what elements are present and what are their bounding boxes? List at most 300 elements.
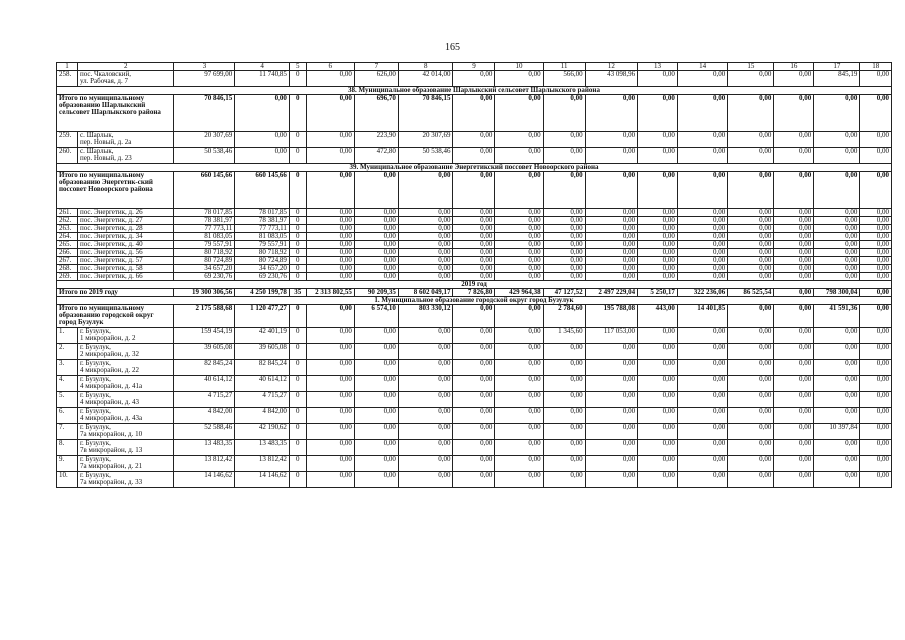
value-cell-col-7: 6 574,10: [354, 305, 398, 328]
value-cell-col-3: 78 017,85: [174, 209, 235, 217]
column-header-15: 15: [728, 63, 774, 71]
value-cell-col-18: 0,00: [860, 132, 892, 148]
value-cell-col-15: 0,00: [728, 132, 774, 148]
table-row: [57, 241, 892, 249]
value-cell-col-7: 0,00: [354, 265, 398, 273]
value-cell-col-11: 2 784,60: [543, 305, 585, 328]
value-cell-col-14: 0,00: [677, 95, 727, 132]
row-index: 258.: [57, 71, 78, 87]
value-cell-col-16: 0,00: [774, 257, 814, 265]
value-cell-col-6: 0,00: [306, 217, 354, 225]
value-cell-col-7: 0,00: [354, 360, 398, 376]
section-header-row: [57, 87, 892, 95]
value-cell-col-4: 4 250 199,78: [235, 289, 290, 297]
value-cell-col-9: 0,00: [453, 472, 495, 488]
table-row: [57, 273, 892, 281]
value-cell-col-16: 0,00: [774, 360, 814, 376]
address-cell: пос. Энергетик, д. 56: [77, 249, 174, 257]
column-number-header: [57, 63, 892, 71]
value-cell-col-6: 0,00: [306, 273, 354, 281]
column-header-18: 18: [860, 63, 892, 71]
value-cell-col-16: 0,00: [774, 217, 814, 225]
value-cell-col-10: 0,00: [495, 209, 543, 217]
value-cell-col-4: 79 557,91: [235, 241, 290, 249]
value-cell-col-4: 80 724,89: [235, 257, 290, 265]
table-row: [57, 440, 892, 456]
address-cell: г. Бузулук, 2 микрорайон, д. 32: [77, 344, 174, 360]
value-cell-col-3: 13 483,35: [174, 440, 235, 456]
value-cell-col-4: 660 145,66: [235, 172, 290, 209]
value-cell-col-5: 0: [289, 360, 306, 376]
value-cell-col-13: 0,00: [638, 249, 678, 257]
value-cell-col-14: 0,00: [677, 273, 727, 281]
value-cell-col-10: 0,00: [495, 249, 543, 257]
value-cell-col-10: 0,00: [495, 440, 543, 456]
value-cell-col-5: 0: [289, 344, 306, 360]
value-cell-col-12: 0,00: [585, 172, 637, 209]
value-cell-col-16: 0,00: [774, 392, 814, 408]
value-cell-col-17: 41 591,36: [814, 305, 860, 328]
table-row: [57, 209, 892, 217]
value-cell-col-15: 0,00: [728, 440, 774, 456]
value-cell-col-16: 0,00: [774, 249, 814, 257]
value-cell-col-7: 0,00: [354, 440, 398, 456]
value-cell-col-12: 0,00: [585, 241, 637, 249]
value-cell-col-18: 0,00: [860, 241, 892, 249]
value-cell-col-12: 0,00: [585, 265, 637, 273]
page-number: 165: [445, 42, 460, 53]
value-cell-col-5: 0: [289, 472, 306, 488]
table-row: [57, 233, 892, 241]
value-cell-col-11: 0,00: [543, 225, 585, 233]
value-cell-col-17: 845,19: [814, 71, 860, 87]
value-cell-col-17: 0,00: [814, 148, 860, 164]
value-cell-col-11: 566,00: [543, 71, 585, 87]
value-cell-col-15: 0,00: [728, 408, 774, 424]
value-cell-col-5: 0: [289, 209, 306, 217]
value-cell-col-7: 0,00: [354, 376, 398, 392]
value-cell-col-7: 472,80: [354, 148, 398, 164]
value-cell-col-18: 0,00: [860, 95, 892, 132]
value-cell-col-12: 0,00: [585, 273, 637, 281]
value-cell-col-18: 0,00: [860, 257, 892, 265]
value-cell-col-16: 0,00: [774, 273, 814, 281]
address-cell: пос. Энергетик, д. 26: [77, 209, 174, 217]
value-cell-col-10: 0,00: [495, 132, 543, 148]
row-index: 269.: [57, 273, 78, 281]
value-cell-col-12: 2 497 229,04: [585, 289, 637, 297]
value-cell-col-4: 69 230,76: [235, 273, 290, 281]
value-cell-col-12: 0,00: [585, 360, 637, 376]
value-cell-col-9: 0,00: [453, 241, 495, 249]
value-cell-col-6: 0,00: [306, 408, 354, 424]
value-cell-col-4: 1 120 477,27: [235, 305, 290, 328]
value-cell-col-16: 0,00: [774, 472, 814, 488]
value-cell-col-13: 0,00: [638, 225, 678, 233]
value-cell-col-3: 79 557,91: [174, 241, 235, 249]
value-cell-col-4: 81 083,05: [235, 233, 290, 241]
address-cell: пос. Энергетик, д. 58: [77, 265, 174, 273]
value-cell-col-4: 78 017,85: [235, 209, 290, 217]
value-cell-col-14: 0,00: [677, 392, 727, 408]
value-cell-col-13: 0,00: [638, 148, 678, 164]
value-cell-col-13: 0,00: [638, 472, 678, 488]
value-cell-col-4: 11 740,85: [235, 71, 290, 87]
value-cell-col-5: 0: [289, 241, 306, 249]
value-cell-col-8: 0,00: [398, 241, 453, 249]
value-cell-col-18: 0,00: [860, 172, 892, 209]
subtotal-row: [57, 305, 892, 328]
value-cell-col-10: 0,00: [495, 225, 543, 233]
value-cell-col-15: 0,00: [728, 360, 774, 376]
value-cell-col-15: 0,00: [728, 233, 774, 241]
value-cell-col-7: 626,00: [354, 71, 398, 87]
column-header-13: 13: [638, 63, 678, 71]
value-cell-col-12: 0,00: [585, 440, 637, 456]
value-cell-col-15: 0,00: [728, 273, 774, 281]
column-header-1: 1: [57, 63, 78, 71]
value-cell-col-5: 0: [289, 456, 306, 472]
value-cell-col-3: 159 454,19: [174, 328, 235, 344]
row-index: 266.: [57, 249, 78, 257]
value-cell-col-17: 0,00: [814, 328, 860, 344]
value-cell-col-5: 0: [289, 132, 306, 148]
value-cell-col-10: 0,00: [495, 344, 543, 360]
value-cell-col-11: 0,00: [543, 132, 585, 148]
value-cell-col-17: 0,00: [814, 249, 860, 257]
subtotal-row: [57, 172, 892, 209]
value-cell-col-13: 0,00: [638, 172, 678, 209]
value-cell-col-16: 0,00: [774, 148, 814, 164]
column-header-9: 9: [453, 63, 495, 71]
section-header-row: [57, 281, 892, 289]
column-header-2: 2: [77, 63, 174, 71]
value-cell-col-5: 0: [289, 217, 306, 225]
value-cell-col-11: 0,00: [543, 265, 585, 273]
value-cell-col-18: 0,00: [860, 249, 892, 257]
row-index: 262.: [57, 217, 78, 225]
row-index: 260.: [57, 148, 78, 164]
value-cell-col-14: 0,00: [677, 148, 727, 164]
value-cell-col-6: 0,00: [306, 95, 354, 132]
address-cell: г. Бузулук, 7а микрорайон, д. 10: [77, 424, 174, 440]
value-cell-col-5: 0: [289, 305, 306, 328]
value-cell-col-7: 0,00: [354, 344, 398, 360]
value-cell-col-5: 0: [289, 148, 306, 164]
value-cell-col-11: 0,00: [543, 148, 585, 164]
value-cell-col-15: 0,00: [728, 148, 774, 164]
value-cell-col-4: 82 845,24: [235, 360, 290, 376]
value-cell-col-11: 0,00: [543, 456, 585, 472]
value-cell-col-18: 0,00: [860, 265, 892, 273]
value-cell-col-14: 0,00: [677, 440, 727, 456]
table-row: [57, 408, 892, 424]
row-index: 3.: [57, 360, 78, 376]
value-cell-col-4: 78 381,97: [235, 217, 290, 225]
address-cell: пос. Энергетик, д. 57: [77, 257, 174, 265]
column-header-12: 12: [585, 63, 637, 71]
value-cell-col-18: 0,00: [860, 289, 892, 297]
value-cell-col-3: 14 146,62: [174, 472, 235, 488]
value-cell-col-9: 0,00: [453, 225, 495, 233]
value-cell-col-8: 0,00: [398, 472, 453, 488]
value-cell-col-16: 0,00: [774, 132, 814, 148]
value-cell-col-9: 0,00: [453, 424, 495, 440]
value-cell-col-4: 4 715,27: [235, 392, 290, 408]
value-cell-col-18: 0,00: [860, 209, 892, 217]
value-cell-col-16: 0,00: [774, 241, 814, 249]
value-cell-col-18: 0,00: [860, 360, 892, 376]
value-cell-col-8: 0,00: [398, 172, 453, 209]
value-cell-col-14: 0,00: [677, 344, 727, 360]
value-cell-col-16: 0,00: [774, 289, 814, 297]
value-cell-col-9: 0,00: [453, 95, 495, 132]
address-cell: г. Бузулук, 4 микрорайон, д. 22: [77, 360, 174, 376]
value-cell-col-8: 0,00: [398, 392, 453, 408]
value-cell-col-11: 0,00: [543, 424, 585, 440]
value-cell-col-10: 0,00: [495, 424, 543, 440]
value-cell-col-11: 0,00: [543, 95, 585, 132]
value-cell-col-6: 0,00: [306, 360, 354, 376]
address-cell: пос. Энергетик, д. 28: [77, 225, 174, 233]
value-cell-col-15: 0,00: [728, 241, 774, 249]
value-cell-col-6: 0,00: [306, 472, 354, 488]
value-cell-col-7: 0,00: [354, 424, 398, 440]
value-cell-col-3: 80 724,89: [174, 257, 235, 265]
value-cell-col-8: 0,00: [398, 225, 453, 233]
value-cell-col-7: 0,00: [354, 217, 398, 225]
value-cell-col-18: 0,00: [860, 273, 892, 281]
value-cell-col-5: 0: [289, 408, 306, 424]
address-cell: г. Бузулук, 4 микрорайон, д. 43а: [77, 408, 174, 424]
value-cell-col-14: 0,00: [677, 217, 727, 225]
value-cell-col-17: 0,00: [814, 360, 860, 376]
value-cell-col-12: 0,00: [585, 132, 637, 148]
table-row: [57, 360, 892, 376]
value-cell-col-7: 0,00: [354, 328, 398, 344]
table-row: [57, 472, 892, 488]
value-cell-col-17: 0,00: [814, 472, 860, 488]
value-cell-col-14: 0,00: [677, 472, 727, 488]
value-cell-col-8: 8 602 049,17: [398, 289, 453, 297]
address-cell: г. Бузулук, 4 микрорайон, д. 41а: [77, 376, 174, 392]
value-cell-col-8: 50 538,46: [398, 148, 453, 164]
address-cell: с. Шарлык, пер. Новый, д. 23: [77, 148, 174, 164]
value-cell-col-14: 0,00: [677, 241, 727, 249]
value-cell-col-13: 0,00: [638, 456, 678, 472]
value-cell-col-10: 0,00: [495, 148, 543, 164]
value-cell-col-11: 0,00: [543, 392, 585, 408]
value-cell-col-15: 0,00: [728, 209, 774, 217]
value-cell-col-6: 0,00: [306, 132, 354, 148]
value-cell-col-6: 0,00: [306, 440, 354, 456]
value-cell-col-3: 69 230,76: [174, 273, 235, 281]
value-cell-col-13: 0,00: [638, 273, 678, 281]
value-cell-col-9: 0,00: [453, 233, 495, 241]
value-cell-col-16: 0,00: [774, 456, 814, 472]
subtotal-label: Итого по 2019 году: [57, 289, 174, 297]
value-cell-col-18: 0,00: [860, 424, 892, 440]
value-cell-col-15: 86 525,54: [728, 289, 774, 297]
value-cell-col-6: 0,00: [306, 328, 354, 344]
value-cell-col-9: 0,00: [453, 344, 495, 360]
value-cell-col-3: 70 846,15: [174, 95, 235, 132]
value-cell-col-8: 0,00: [398, 273, 453, 281]
column-header-3: 3: [174, 63, 235, 71]
value-cell-col-18: 0,00: [860, 440, 892, 456]
row-index: 1.: [57, 328, 78, 344]
section-title: 39. Муниципальное образование Энергетикский поссовет Новоорского района: [57, 164, 892, 172]
value-cell-col-4: 42 190,62: [235, 424, 290, 440]
value-cell-col-7: 0,00: [354, 472, 398, 488]
value-cell-col-7: 0,00: [354, 241, 398, 249]
value-cell-col-6: 0,00: [306, 376, 354, 392]
value-cell-col-13: 0,00: [638, 440, 678, 456]
column-header-10: 10: [495, 63, 543, 71]
value-cell-col-13: 0,00: [638, 328, 678, 344]
value-cell-col-3: 19 300 306,56: [174, 289, 235, 297]
value-cell-col-15: 0,00: [728, 225, 774, 233]
value-cell-col-12: 0,00: [585, 392, 637, 408]
value-cell-col-4: 39 605,08: [235, 344, 290, 360]
value-cell-col-16: 0,00: [774, 95, 814, 132]
value-cell-col-7: 0,00: [354, 225, 398, 233]
value-cell-col-11: 0,00: [543, 440, 585, 456]
row-index: 8.: [57, 440, 78, 456]
value-cell-col-7: 90 209,35: [354, 289, 398, 297]
value-cell-col-10: 0,00: [495, 71, 543, 87]
value-cell-col-10: 0,00: [495, 95, 543, 132]
value-cell-col-6: 0,00: [306, 71, 354, 87]
value-cell-col-10: 0,00: [495, 217, 543, 225]
row-index: 7.: [57, 424, 78, 440]
value-cell-col-18: 0,00: [860, 456, 892, 472]
value-cell-col-10: 0,00: [495, 273, 543, 281]
value-cell-col-18: 0,00: [860, 71, 892, 87]
value-cell-col-9: 0,00: [453, 265, 495, 273]
value-cell-col-15: 0,00: [728, 217, 774, 225]
value-cell-col-13: 0,00: [638, 95, 678, 132]
subtotal-row: [57, 95, 892, 132]
value-cell-col-10: 0,00: [495, 172, 543, 209]
value-cell-col-13: 0,00: [638, 344, 678, 360]
value-cell-col-14: 0,00: [677, 249, 727, 257]
value-cell-col-12: 0,00: [585, 472, 637, 488]
table-row: [57, 328, 892, 344]
row-index: 263.: [57, 225, 78, 233]
report-table: [56, 62, 892, 488]
table-row: [57, 424, 892, 440]
value-cell-col-13: 0,00: [638, 241, 678, 249]
value-cell-col-4: 42 401,19: [235, 328, 290, 344]
value-cell-col-7: 696,70: [354, 95, 398, 132]
value-cell-col-17: 0,00: [814, 217, 860, 225]
value-cell-col-14: 0,00: [677, 456, 727, 472]
value-cell-col-15: 0,00: [728, 305, 774, 328]
value-cell-col-11: 0,00: [543, 241, 585, 249]
value-cell-col-3: 34 657,20: [174, 265, 235, 273]
value-cell-col-12: 0,00: [585, 408, 637, 424]
value-cell-col-18: 0,00: [860, 305, 892, 328]
value-cell-col-15: 0,00: [728, 392, 774, 408]
value-cell-col-10: 0,00: [495, 305, 543, 328]
address-cell: г. Бузулук, 7в микрорайон, д. 13: [77, 440, 174, 456]
value-cell-col-9: 0,00: [453, 456, 495, 472]
value-cell-col-18: 0,00: [860, 376, 892, 392]
value-cell-col-11: 0,00: [543, 376, 585, 392]
value-cell-col-15: 0,00: [728, 376, 774, 392]
table-row: [57, 392, 892, 408]
value-cell-col-17: 798 300,04: [814, 289, 860, 297]
value-cell-col-6: 0,00: [306, 225, 354, 233]
row-index: 264.: [57, 233, 78, 241]
value-cell-col-15: 0,00: [728, 249, 774, 257]
value-cell-col-10: 0,00: [495, 257, 543, 265]
value-cell-col-5: 0: [289, 172, 306, 209]
value-cell-col-9: 0,00: [453, 217, 495, 225]
value-cell-col-5: 0: [289, 257, 306, 265]
value-cell-col-11: 0,00: [543, 172, 585, 209]
value-cell-col-15: 0,00: [728, 328, 774, 344]
value-cell-col-13: 0,00: [638, 209, 678, 217]
value-cell-col-12: 43 098,96: [585, 71, 637, 87]
value-cell-col-9: 0,00: [453, 209, 495, 217]
value-cell-col-6: 0,00: [306, 172, 354, 209]
column-header-8: 8: [398, 63, 453, 71]
value-cell-col-16: 0,00: [774, 265, 814, 273]
value-cell-col-15: 0,00: [728, 172, 774, 209]
value-cell-col-17: 0,00: [814, 132, 860, 148]
value-cell-col-14: 0,00: [677, 424, 727, 440]
value-cell-col-13: 5 250,17: [638, 289, 678, 297]
value-cell-col-4: 80 718,92: [235, 249, 290, 257]
table-row: [57, 456, 892, 472]
value-cell-col-17: 0,00: [814, 408, 860, 424]
value-cell-col-13: 0,00: [638, 71, 678, 87]
value-cell-col-17: 0,00: [814, 95, 860, 132]
address-cell: г. Бузулук, 1 микрорайон, д. 2: [77, 328, 174, 344]
row-index: 6.: [57, 408, 78, 424]
value-cell-col-16: 0,00: [774, 209, 814, 217]
value-cell-col-10: 0,00: [495, 360, 543, 376]
value-cell-col-11: 1 345,60: [543, 328, 585, 344]
value-cell-col-3: 40 614,12: [174, 376, 235, 392]
value-cell-col-9: 0,00: [453, 172, 495, 209]
value-cell-col-11: 0,00: [543, 233, 585, 241]
value-cell-col-10: 0,00: [495, 241, 543, 249]
value-cell-col-17: 0,00: [814, 233, 860, 241]
value-cell-col-5: 0: [289, 328, 306, 344]
value-cell-col-7: 0,00: [354, 257, 398, 265]
value-cell-col-6: 0,00: [306, 392, 354, 408]
table-row: [57, 376, 892, 392]
value-cell-col-6: 0,00: [306, 265, 354, 273]
value-cell-col-4: 0,00: [235, 95, 290, 132]
subtotal-row: [57, 289, 892, 297]
value-cell-col-15: 0,00: [728, 257, 774, 265]
value-cell-col-5: 0: [289, 95, 306, 132]
value-cell-col-9: 0,00: [453, 273, 495, 281]
value-cell-col-18: 0,00: [860, 344, 892, 360]
value-cell-col-11: 0,00: [543, 257, 585, 265]
address-cell: пос. Энергетик, д. 34: [77, 233, 174, 241]
value-cell-col-3: 2 175 588,68: [174, 305, 235, 328]
value-cell-col-6: 0,00: [306, 424, 354, 440]
value-cell-col-13: 0,00: [638, 233, 678, 241]
value-cell-col-12: 0,00: [585, 344, 637, 360]
value-cell-col-4: 34 657,20: [235, 265, 290, 273]
value-cell-col-4: 13 812,42: [235, 456, 290, 472]
